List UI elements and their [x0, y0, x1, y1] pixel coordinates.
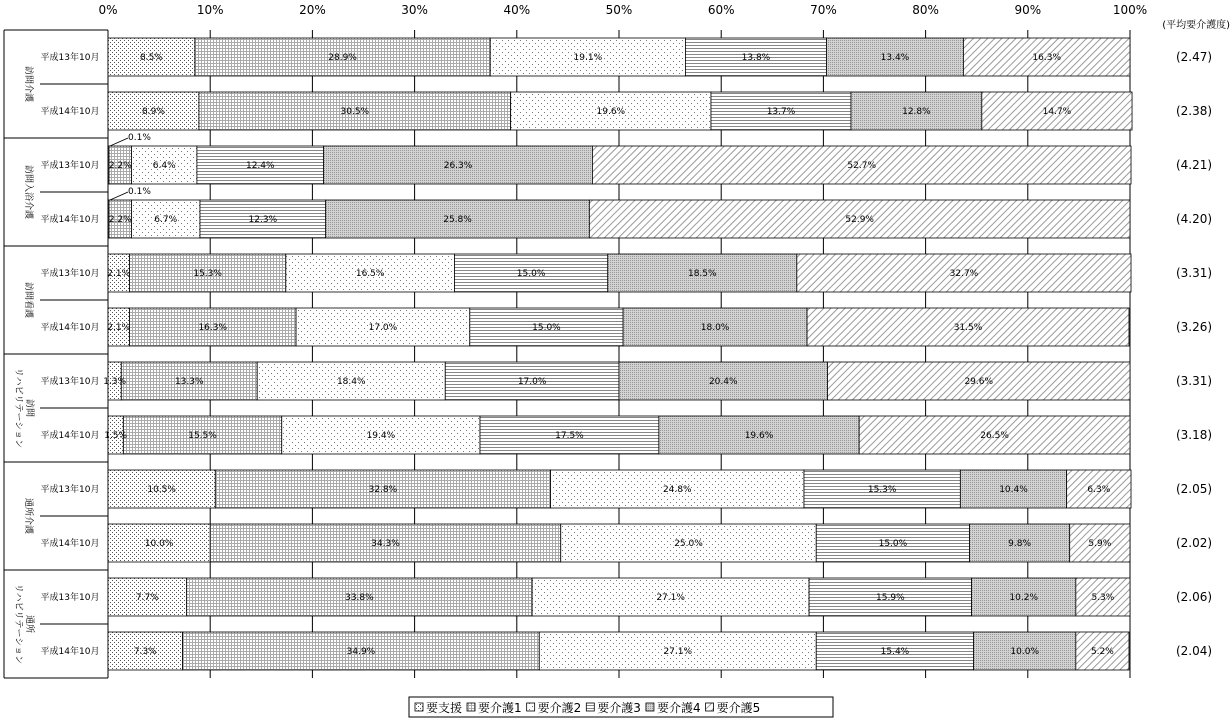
avg-label: (2.47) — [1175, 50, 1213, 64]
data-label: 5.3% — [1091, 593, 1115, 603]
legend-label: 要介護3 — [597, 701, 641, 715]
avg-header: (平均要介護度) — [1162, 20, 1230, 31]
bars — [108, 38, 1132, 670]
data-label: 15.4% — [880, 647, 910, 657]
x-tick-label: 10% — [196, 3, 224, 17]
data-label: 29.6% — [964, 377, 994, 387]
avg-label: (2.38) — [1175, 104, 1213, 118]
avg-label: (3.31) — [1175, 266, 1213, 280]
avg-label: (2.06) — [1175, 590, 1213, 604]
data-label: 2.1% — [107, 269, 131, 279]
data-label: 15.9% — [876, 593, 905, 603]
x-tick-label: 50% — [605, 3, 633, 17]
avg-label: (3.18) — [1175, 428, 1213, 442]
data-label: 5.2% — [1090, 647, 1114, 657]
group-label: 訪問入浴介護 — [23, 164, 33, 220]
row-label: 平成13年10月 — [40, 593, 100, 603]
legend-label: 要介護4 — [656, 701, 701, 715]
legend-swatch — [706, 703, 714, 711]
data-label: 15.5% — [188, 431, 217, 441]
x-tick-label: 90% — [1014, 3, 1042, 17]
data-label: 10.4% — [999, 485, 1028, 495]
data-label: 34.3% — [371, 539, 400, 549]
group-label: 通所リハビリテーション — [13, 583, 34, 665]
data-label: 7.7% — [135, 593, 159, 603]
data-label: 18.4% — [336, 377, 366, 387]
row-label: 平成14年10月 — [40, 539, 100, 549]
avg-label: (2.04) — [1175, 644, 1213, 658]
row-label: 平成13年10月 — [40, 377, 100, 387]
data-label: 18.5% — [687, 269, 717, 279]
data-label: 18.0% — [700, 323, 730, 333]
data-label: 1.5% — [104, 431, 128, 441]
data-label: 10.5% — [147, 485, 176, 495]
data-label: 24.8% — [662, 485, 692, 495]
data-label: 19.6% — [744, 431, 774, 441]
x-tick-label: 60% — [707, 3, 735, 17]
row-label: 平成14年10月 — [40, 323, 100, 333]
data-label: 0.1% — [128, 187, 151, 197]
x-tick-label: 0% — [98, 3, 118, 17]
data-label: 52.7% — [847, 161, 877, 171]
data-label: 2.2% — [108, 161, 132, 171]
data-label: 32.7% — [949, 269, 979, 279]
data-label: 13.4% — [880, 53, 910, 63]
data-label: 31.5% — [953, 323, 983, 333]
data-label: 27.1% — [663, 647, 693, 657]
leader-line — [110, 192, 128, 200]
data-label: 17.0% — [517, 377, 547, 387]
data-label: 25.0% — [674, 539, 703, 549]
data-label: 52.9% — [845, 215, 874, 225]
x-tick-label: 40% — [503, 3, 531, 17]
data-label: 25.8% — [443, 215, 472, 225]
group-label: 訪問リハビリテーション — [13, 367, 34, 449]
data-label: 5.9% — [1088, 539, 1112, 549]
legend-swatch — [467, 703, 475, 711]
data-label: 6.3% — [1087, 485, 1111, 495]
group-label: 訪問介護 — [23, 65, 33, 103]
data-label: 12.8% — [902, 107, 931, 117]
row-label: 平成13年10月 — [40, 269, 100, 279]
data-label: 14.7% — [1042, 107, 1072, 117]
legend — [409, 697, 833, 717]
data-label: 33.8% — [345, 593, 374, 603]
avg-label: (4.21) — [1175, 158, 1213, 172]
data-label: 0.1% — [128, 133, 151, 143]
data-label: 1.3% — [103, 377, 127, 387]
data-label: 12.4% — [245, 161, 275, 171]
data-label: 13.8% — [741, 53, 771, 63]
data-label: 7.3% — [133, 647, 157, 657]
data-label: 20.4% — [708, 377, 738, 387]
data-label: 15.0% — [878, 539, 908, 549]
data-label: 19.4% — [366, 431, 396, 441]
data-label: 10.0% — [1010, 647, 1040, 657]
data-label: 6.7% — [154, 215, 178, 225]
data-label: 10.0% — [144, 539, 174, 549]
data-label: 19.1% — [573, 53, 603, 63]
row-label: 平成14年10月 — [40, 647, 100, 657]
data-label: 9.8% — [1008, 539, 1032, 549]
legend-swatch — [527, 703, 535, 711]
data-label: 15.3% — [867, 485, 897, 495]
data-label: 26.3% — [443, 161, 473, 171]
avg-label: (2.05) — [1175, 482, 1213, 496]
row-label: 平成13年10月 — [40, 485, 100, 495]
legend-label: 要介護1 — [478, 701, 522, 715]
legend-label: 要介護2 — [537, 701, 582, 715]
data-label: 8.9% — [142, 107, 165, 117]
avg-label: (3.26) — [1175, 320, 1213, 334]
avg-label: (2.02) — [1175, 536, 1213, 550]
legend-label: 要介護5 — [716, 701, 761, 715]
x-tick-label: 80% — [912, 3, 939, 17]
row-label: 平成13年10月 — [40, 161, 100, 171]
data-label: 15.0% — [532, 323, 561, 333]
x-tick-label: 30% — [401, 3, 428, 17]
data-label: 16.5% — [355, 269, 385, 279]
x-tick-label: 20% — [299, 3, 326, 17]
legend-swatch — [415, 703, 423, 711]
data-label: 15.3% — [193, 269, 222, 279]
data-label: 27.1% — [656, 593, 685, 603]
row-label: 平成14年10月 — [40, 431, 100, 441]
data-label: 17.5% — [555, 431, 584, 441]
data-label: 34.9% — [346, 647, 376, 657]
leader-line — [110, 138, 128, 146]
row-label: 平成14年10月 — [40, 107, 100, 117]
data-label: 2.2% — [108, 215, 132, 225]
data-label: 8.5% — [139, 53, 163, 63]
data-label: 6.4% — [152, 161, 176, 171]
group-label: 訪問看護 — [23, 281, 33, 319]
data-label: 13.7% — [766, 107, 796, 117]
row-label: 平成14年10月 — [40, 215, 100, 225]
data-label: 13.3% — [174, 377, 204, 387]
legend-swatch — [586, 703, 594, 711]
legend-swatch — [646, 703, 654, 711]
data-label: 28.9% — [328, 53, 357, 63]
data-label: 10.2% — [1009, 593, 1039, 603]
x-tick-label: 100% — [1112, 3, 1148, 17]
legend-label: 要支援 — [426, 701, 463, 715]
data-label: 19.6% — [596, 107, 626, 117]
data-label: 16.3% — [1032, 53, 1062, 63]
data-label: 17.0% — [368, 323, 398, 333]
data-label: 16.3% — [198, 323, 228, 333]
avg-label: (4.20) — [1175, 212, 1213, 226]
data-label: 12.3% — [248, 215, 278, 225]
data-label: 32.8% — [368, 485, 398, 495]
data-label: 2.1% — [107, 323, 131, 333]
row-label: 平成13年10月 — [40, 53, 100, 63]
data-label: 15.0% — [516, 269, 546, 279]
group-label: 通所介護 — [23, 497, 33, 535]
data-label: 30.5% — [340, 107, 370, 117]
avg-label: (3.31) — [1175, 374, 1213, 388]
data-label: 26.5% — [980, 431, 1009, 441]
x-tick-label: 70% — [810, 3, 837, 17]
